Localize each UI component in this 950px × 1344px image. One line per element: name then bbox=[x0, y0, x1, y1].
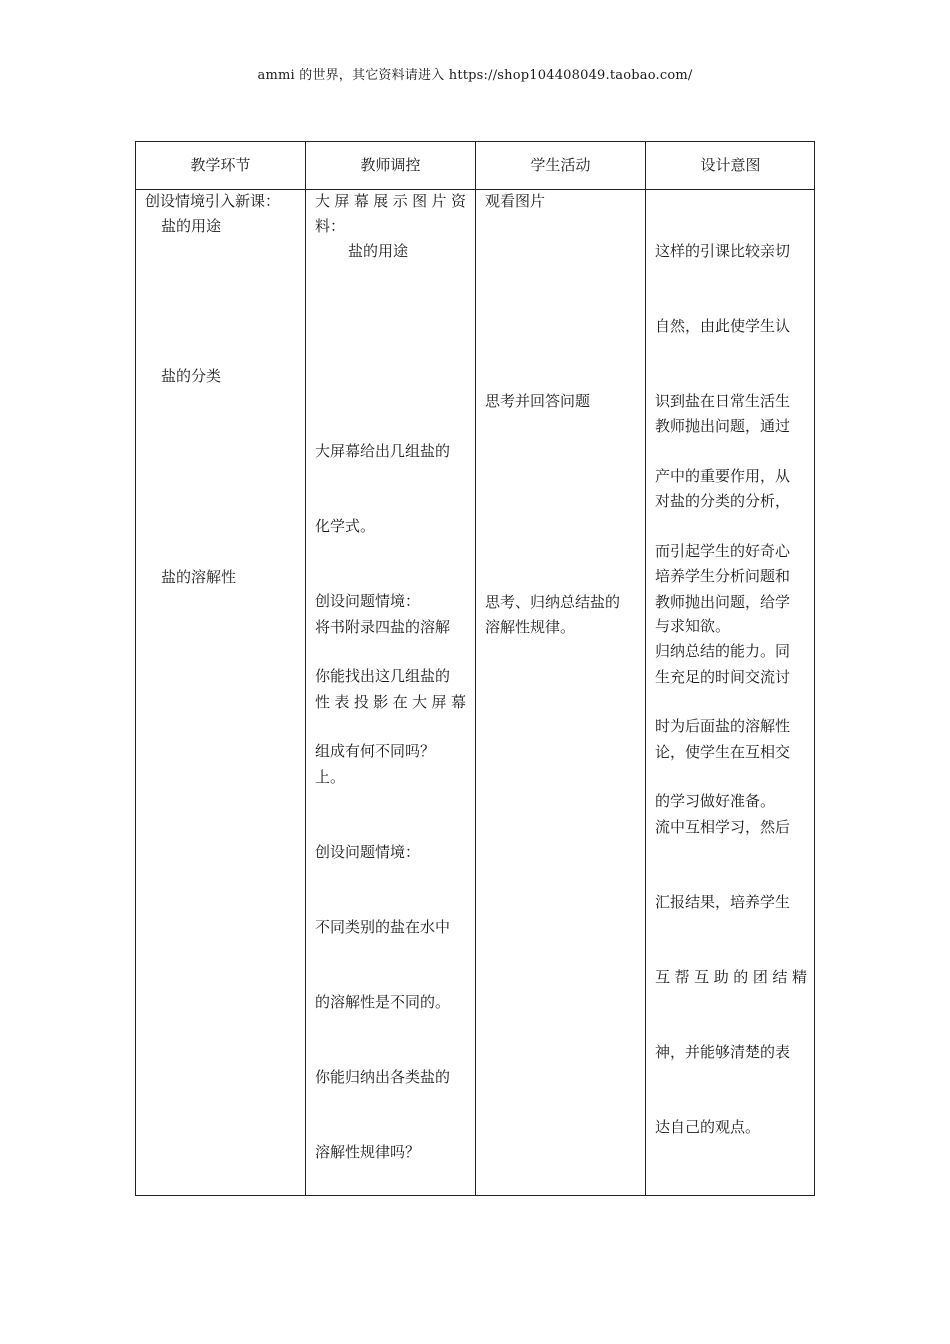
intent-s2-line: 教师抛出问题，通过 bbox=[655, 417, 791, 435]
intent-s2-line: 时为后面盐的溶解性 bbox=[655, 717, 791, 735]
stage-salt-classification: 盐的分类 bbox=[161, 367, 222, 385]
intent-s1-line: 识到盐在日常生活生 bbox=[655, 392, 791, 410]
intent-s1-line: 自然，由此使学生认 bbox=[655, 317, 791, 335]
column-divider bbox=[305, 142, 306, 1195]
teacher-s3-block bbox=[315, 565, 466, 1215]
intent-s3-line: 神，并能够清楚的表 bbox=[655, 1043, 791, 1061]
intent-s3-line: 教师抛出问题，给学 bbox=[655, 593, 791, 611]
teacher-s3-line: 不同类别的盐在水中 bbox=[315, 918, 451, 936]
stage-intro-title: 创设情境引入新课： bbox=[145, 192, 281, 210]
intent-s1-line: 与求知欲。 bbox=[655, 617, 731, 635]
intent-s1-line: 而引起学生的好奇心 bbox=[655, 542, 791, 560]
teacher-s1-line2: 料： bbox=[315, 217, 346, 235]
teacher-s2-line: 组成有何不同吗？ bbox=[315, 742, 436, 760]
column-divider bbox=[645, 142, 646, 1195]
intent-s3-line: 汇报结果，培养学生 bbox=[655, 893, 791, 911]
student-s3-line2: 溶解性规律。 bbox=[485, 618, 576, 636]
page-header-text: ammi 的世界，其它资料请进入 https://shop104408049.taobao.com/ bbox=[257, 68, 693, 83]
teacher-s3-line: 上。 bbox=[315, 768, 346, 786]
intent-s3-line: 论，使学生在互相交 bbox=[655, 743, 791, 761]
intent-s3-line: 流中互相学习，然后 bbox=[655, 818, 791, 836]
header-student-activity: 学生活动 bbox=[530, 156, 591, 174]
student-s3-line1: 思考、归纳总结盐的 bbox=[485, 593, 621, 611]
intent-s3-block bbox=[655, 540, 807, 1190]
teacher-s3-line: 的溶解性是不同的。 bbox=[315, 993, 451, 1011]
lesson-plan-table bbox=[135, 141, 815, 1196]
intent-s1-line: 这样的引课比较亲切 bbox=[655, 242, 791, 260]
teacher-s2-line: 大屏幕给出几组盐的 bbox=[315, 442, 451, 460]
teacher-s3-line: 性表投影在大屏幕 bbox=[315, 693, 466, 711]
stage-salt-uses: 盐的用途 bbox=[161, 217, 222, 235]
teacher-s1-line1: 大屏幕展示图片资 bbox=[315, 192, 466, 210]
intent-s3-line: 互帮互助的团结精 bbox=[655, 968, 807, 986]
student-s1: 观看图片 bbox=[485, 192, 546, 210]
header-design-intent: 设计意图 bbox=[700, 156, 761, 174]
teacher-s2-line: 你能找出这几组盐的 bbox=[315, 667, 451, 685]
stage-salt-solubility: 盐的溶解性 bbox=[161, 568, 237, 586]
teacher-s3-line: 溶解性规律吗？ bbox=[315, 1143, 421, 1161]
student-s2: 思考并回答问题 bbox=[485, 392, 591, 410]
teacher-s2-line: 化学式。 bbox=[315, 517, 376, 535]
intent-s2-line: 的学习做好准备。 bbox=[655, 792, 776, 810]
header-teacher-control: 教师调控 bbox=[360, 156, 421, 174]
teacher-s3-line: 将书附录四盐的溶解 bbox=[315, 618, 451, 636]
intent-s3-line: 生充足的时间交流讨 bbox=[655, 668, 791, 686]
column-divider bbox=[475, 142, 476, 1195]
teacher-s3-line: 创设问题情境： bbox=[315, 843, 421, 861]
teacher-s1-line3: 盐的用途 bbox=[348, 242, 409, 260]
intent-s2-line: 对盐的分类的分析， bbox=[655, 492, 791, 510]
teacher-s3-line: 你能归纳出各类盐的 bbox=[315, 1068, 451, 1086]
intent-s2-line: 归纳总结的能力。同 bbox=[655, 642, 791, 660]
intent-s3-line: 达自己的观点。 bbox=[655, 1118, 761, 1136]
intent-s1-line: 产中的重要作用，从 bbox=[655, 467, 791, 485]
intent-s2-line: 培养学生分析问题和 bbox=[655, 567, 791, 585]
teacher-s2-line: 创设问题情境： bbox=[315, 592, 421, 610]
header-teaching-stage: 教学环节 bbox=[190, 156, 251, 174]
